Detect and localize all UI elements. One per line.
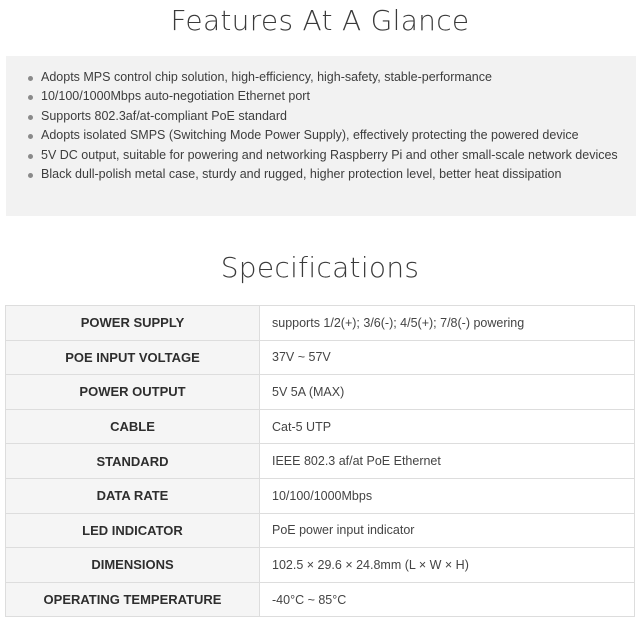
spec-value: PoE power input indicator <box>260 513 635 548</box>
feature-item <box>28 146 626 165</box>
spec-value: -40°C ~ 85°C <box>260 582 635 617</box>
feature-text: Black dull-polish metal case, sturdy and rugged, higher protection level, better heat dissipation <box>41 167 562 182</box>
feature-text: 5V DC output, suitable for powering and networking Raspberry Pi and other small-scale network devices <box>41 147 618 162</box>
spec-value: 102.5 × 29.6 × 24.8mm (L × W × H) <box>260 548 635 583</box>
spec-key: POWER OUTPUT <box>6 375 260 410</box>
specifications-title: Specifications <box>220 251 420 284</box>
specifications-table <box>5 305 635 617</box>
feature-item <box>28 107 626 126</box>
table-row <box>6 548 635 583</box>
feature-item <box>28 68 626 87</box>
bullet-icon <box>28 95 33 100</box>
table-row <box>6 444 635 479</box>
spec-key: STANDARD <box>6 444 260 479</box>
table-row <box>6 478 635 513</box>
features-list <box>28 68 626 184</box>
feature-item <box>28 165 626 184</box>
spec-key: OPERATING TEMPERATURE <box>6 582 260 617</box>
table-row <box>6 582 635 617</box>
feature-text: Adopts MPS control chip solution, high-efficiency, high-safety, stable-performance <box>41 70 492 84</box>
features-title: Features At A Glance <box>170 4 470 37</box>
feature-text: 10/100/1000Mbps auto-negotiation Ethernet port <box>41 89 310 104</box>
bullet-icon <box>28 154 33 159</box>
feature-item <box>28 126 626 145</box>
spec-key: DIMENSIONS <box>6 548 260 583</box>
features-panel <box>6 56 636 216</box>
spec-value: 5V 5A (MAX) <box>260 375 635 410</box>
bullet-icon <box>28 115 33 120</box>
spec-key: DATA RATE <box>6 478 260 513</box>
spec-value: supports 1/2(+); 3/6(-); 4/5(+); 7/8(-) powering <box>260 306 635 341</box>
spec-value: IEEE 802.3 af/at PoE Ethernet <box>260 444 635 479</box>
table-row <box>6 375 635 410</box>
table-row <box>6 340 635 375</box>
table-row <box>6 306 635 341</box>
table-row <box>6 409 635 444</box>
spec-key: LED INDICATOR <box>6 513 260 548</box>
spec-key: POE INPUT VOLTAGE <box>6 340 260 375</box>
table-row <box>6 513 635 548</box>
feature-item <box>28 87 626 106</box>
spec-value: 37V ~ 57V <box>260 340 635 375</box>
spec-value: Cat-5 UTP <box>260 409 635 444</box>
spec-key: CABLE <box>6 409 260 444</box>
spec-value: 10/100/1000Mbps <box>260 478 635 513</box>
bullet-icon <box>28 173 33 178</box>
feature-text: Supports 802.3af/at-compliant PoE standard <box>41 108 287 123</box>
bullet-icon <box>28 76 33 81</box>
spec-key: POWER SUPPLY <box>6 306 260 341</box>
bullet-icon <box>28 134 33 139</box>
feature-text: Adopts isolated SMPS (Switching Mode Power Supply), effectively protecting the powered device <box>41 128 579 143</box>
